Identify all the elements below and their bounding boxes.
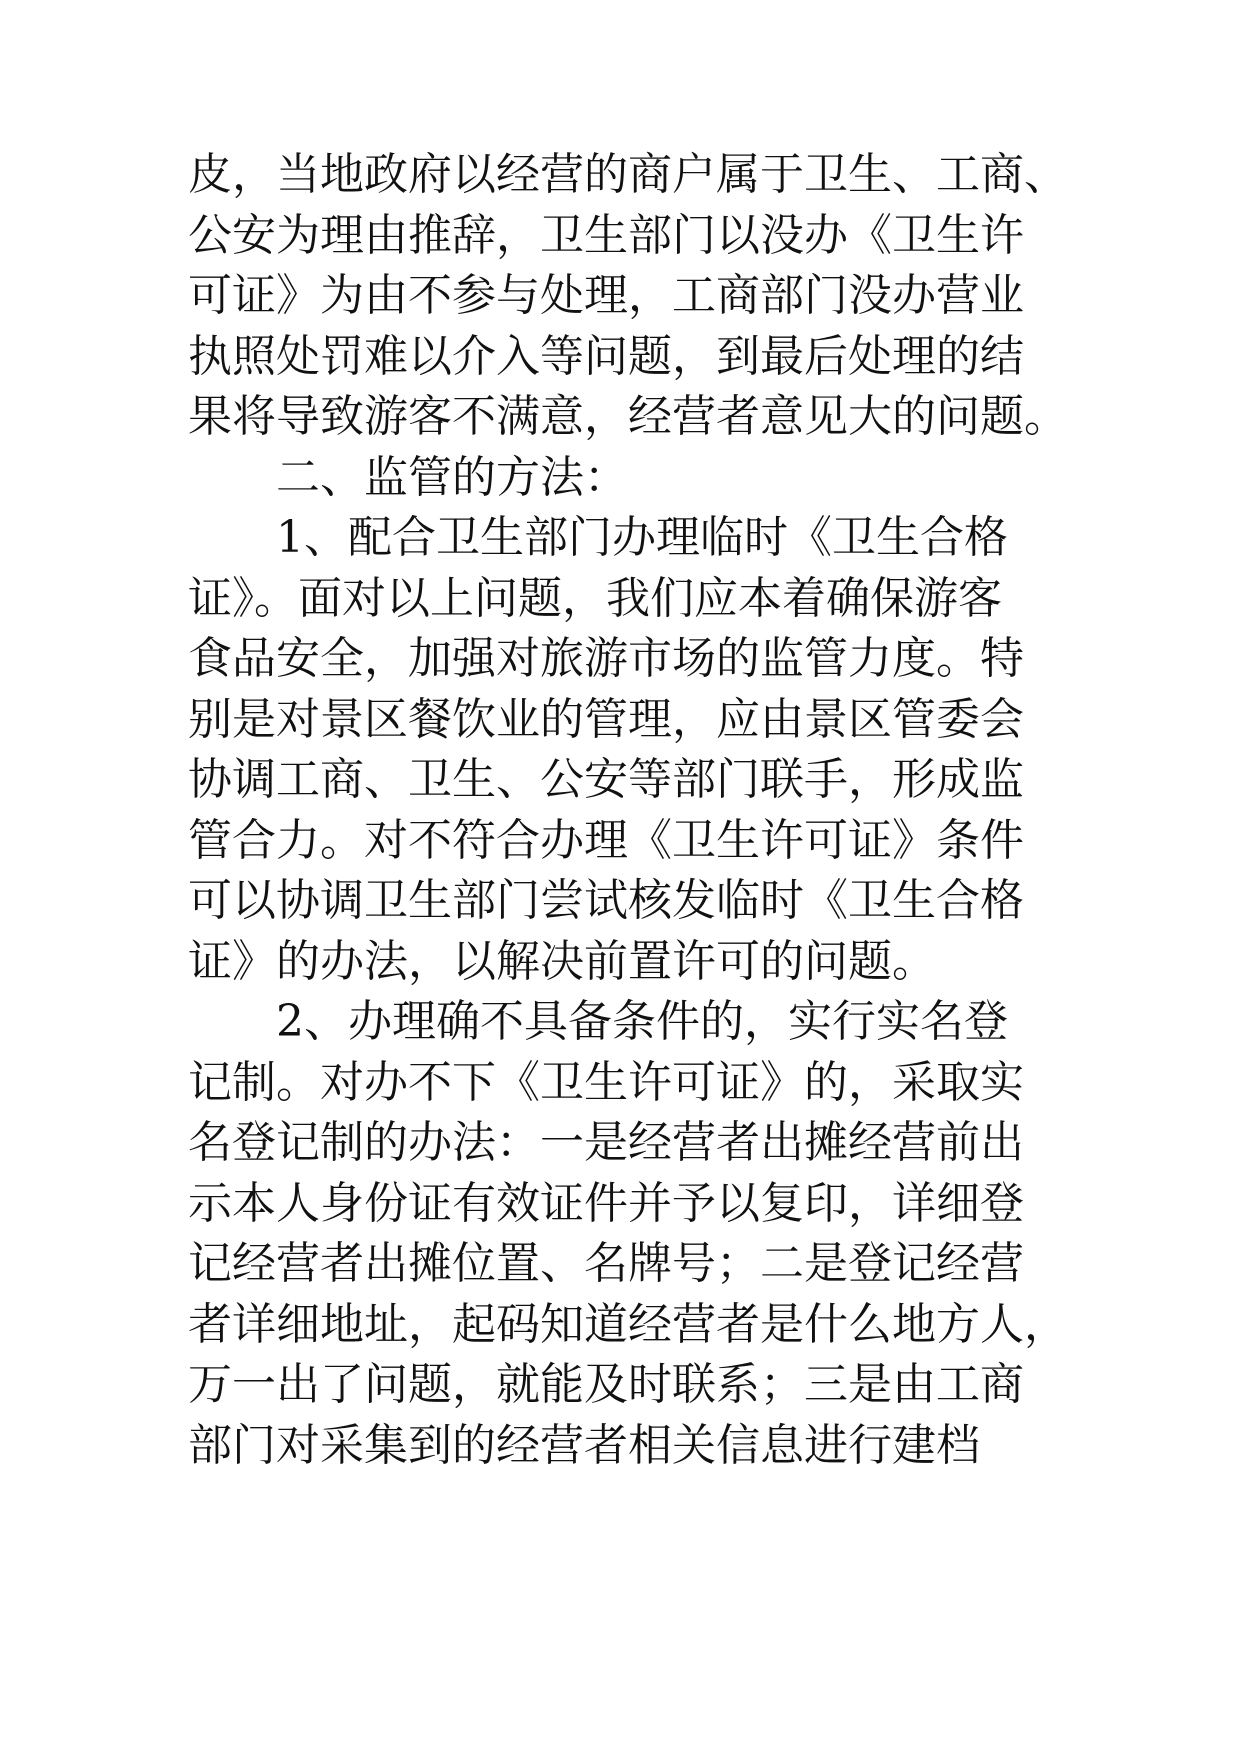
text-line: 2、办理确不具备条件的，实行实名登 bbox=[188, 996, 1008, 1047]
section-heading: 二、监管的方法： bbox=[188, 451, 628, 503]
body-text bbox=[188, 145, 1068, 1476]
text-line: 协调工商、卫生、公安等部门联手，形成监 bbox=[188, 754, 1024, 805]
text-line: 可以协调卫生部门尝试核发临时《卫生合格 bbox=[188, 875, 1024, 926]
text-line: 别是对景区餐饮业的管理，应由景区管委会 bbox=[188, 693, 1024, 745]
text-line: 执照处罚难以介入等问题，到最后处理的结 bbox=[188, 330, 1024, 382]
text-line: 者详细地址，起码知道经营者是什么地方人， bbox=[188, 1298, 1068, 1350]
text-line: 名登记制的办法：一是经营者出摊经营前出 bbox=[188, 1117, 1024, 1168]
text-line: 记经营者出摊位置、名牌号；二是登记经营 bbox=[188, 1238, 1024, 1289]
text-line: 果将导致游客不满意，经营者意见大的问题。 bbox=[188, 391, 1068, 442]
text-line: 证》的办法，以解决前置许可的问题。 bbox=[188, 935, 936, 987]
text-line: 公安为理由推辞，卫生部门以没办《卫生许 bbox=[188, 209, 1024, 261]
text-line: 部门对采集到的经营者相关信息进行建档 bbox=[188, 1419, 980, 1471]
text-line: 皮，当地政府以经营的商户属于卫生、工商、 bbox=[188, 149, 1068, 200]
text-line: 万一出了问题，就能及时联系；三是由工商 bbox=[188, 1359, 1024, 1410]
text-line: 管合力。对不符合办理《卫生许可证》条件 bbox=[188, 814, 1024, 866]
text-line: 示本人身份证有效证件并予以复印，详细登 bbox=[188, 1177, 1024, 1229]
text-line: 可证》为由不参与处理，工商部门没办营业 bbox=[188, 270, 1024, 321]
text-line: 证》。面对以上问题，我们应本着确保游客 bbox=[188, 572, 1002, 624]
text-line: 1、配合卫生部门办理临时《卫生合格 bbox=[188, 512, 1008, 563]
text-line: 食品安全，加强对旅游市场的监管力度。特 bbox=[188, 633, 1024, 684]
text-line: 记制。对办不下《卫生许可证》的，采取实 bbox=[188, 1056, 1024, 1108]
